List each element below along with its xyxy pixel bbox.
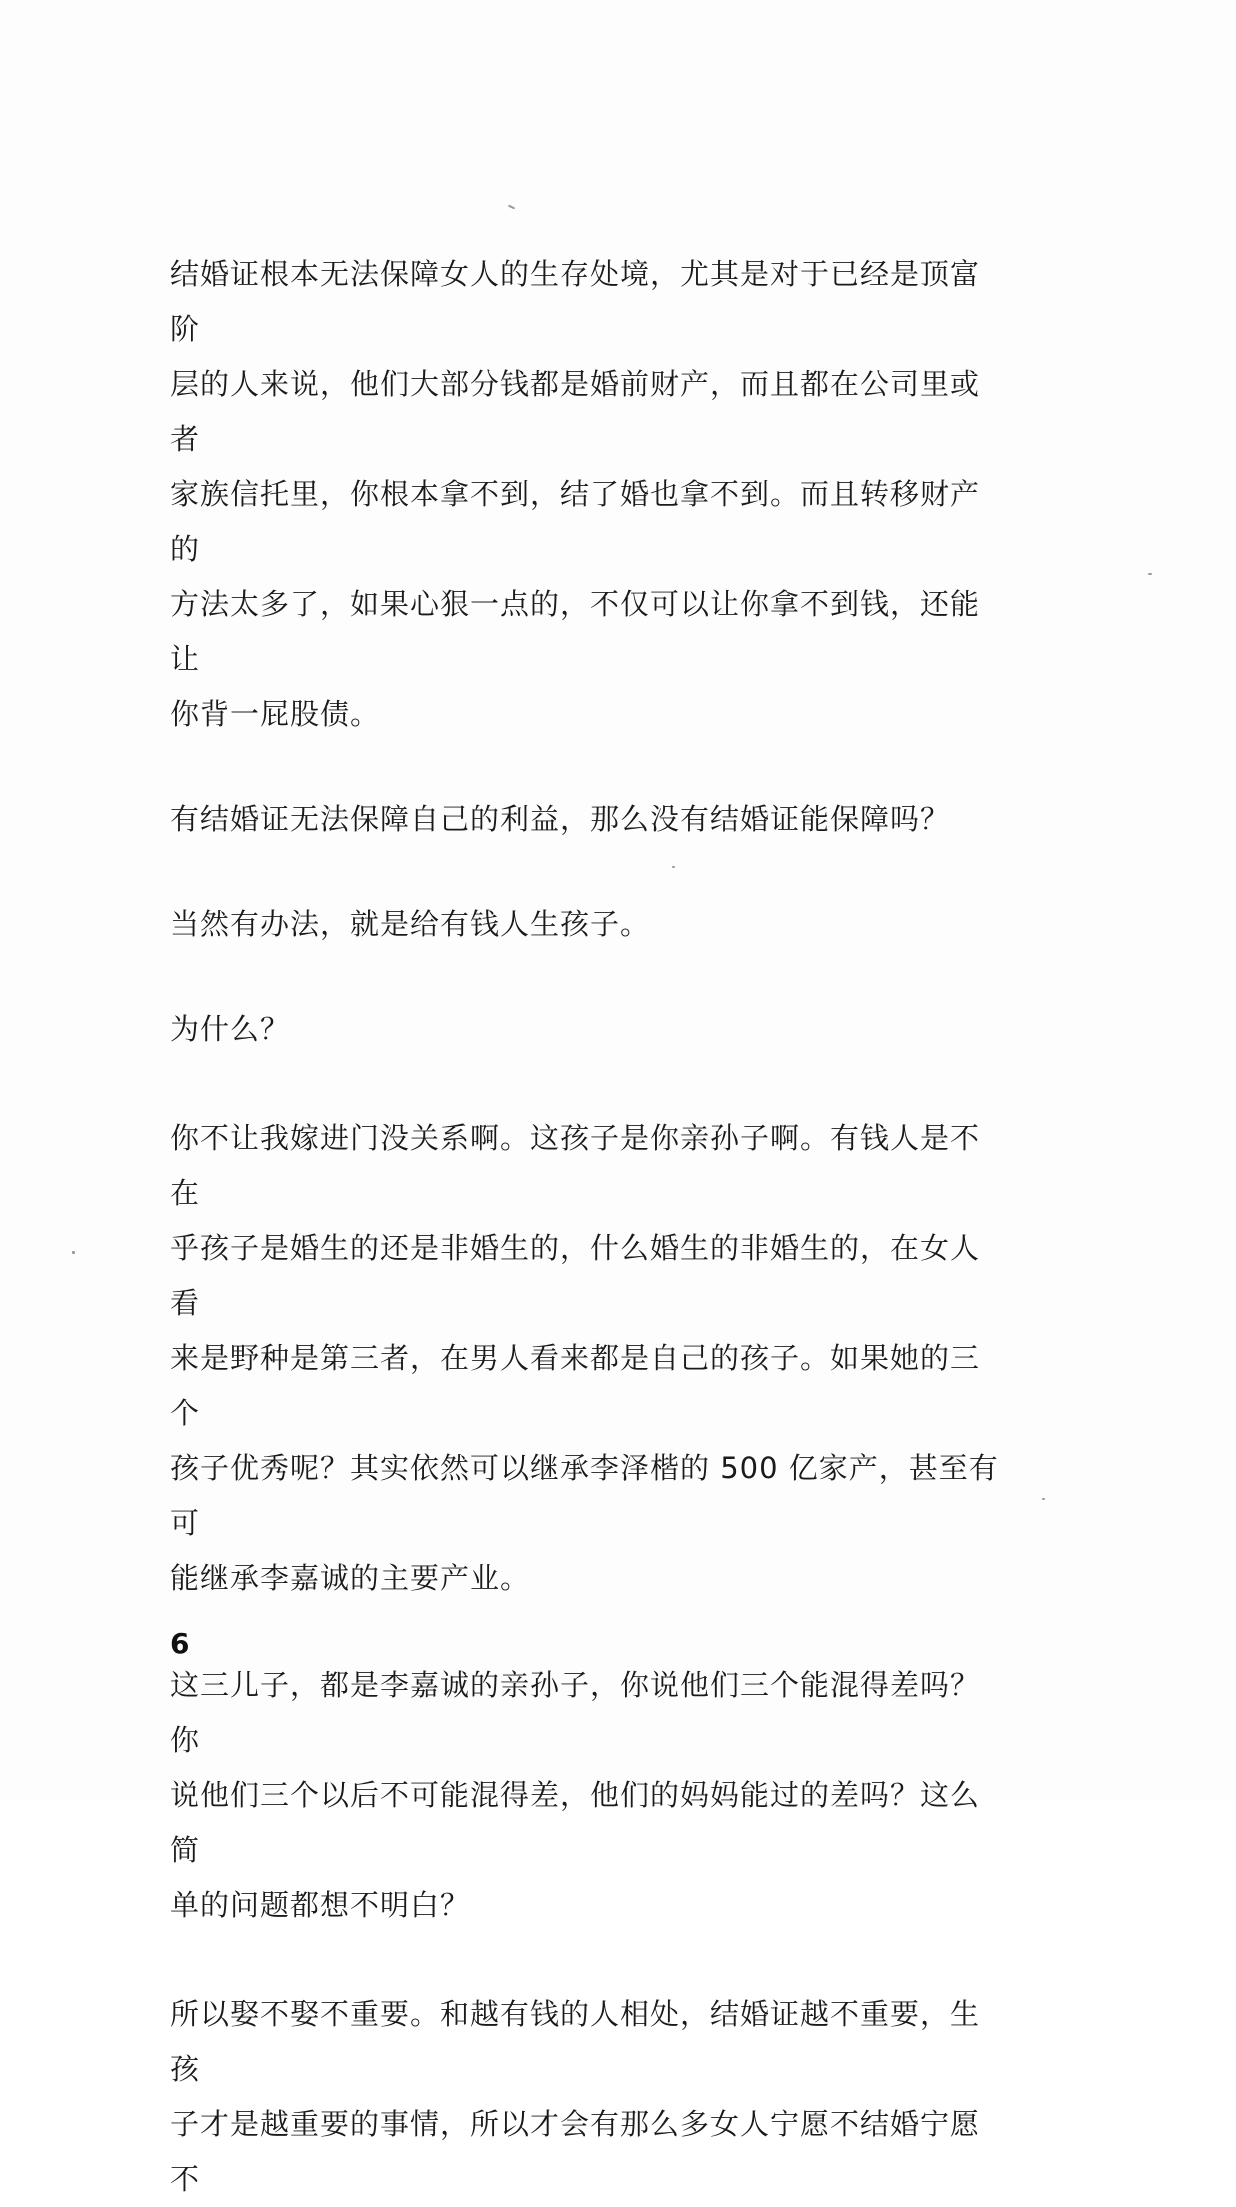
paragraph-1: 结婚证根本无法保障女人的生存处境，尤其是对于已经是顶富阶 层的人来说，他们大部分钱都是婚前财产，而且都在公司里或者 家族信托里，你根本拿不到，结了婚也拿不到。而且转移财产的 方法太多了，如果心狠一点的，不仅可以让你拿不到钱，还能让 你背一屁股债。 xyxy=(170,257,981,731)
scan-speck xyxy=(508,205,515,210)
page-number: 6 xyxy=(170,1627,190,1660)
body-text xyxy=(170,247,1000,2207)
scan-speck xyxy=(1042,1498,1045,1500)
paragraph-4: 为什么？ xyxy=(170,1012,291,1046)
scan-speck xyxy=(1148,573,1152,575)
paragraph-7: 所以娶不娶不重要。和越有钱的人相处，结婚证越不重要，生孩 子才是越重要的事情，所以才会有那么多女人宁愿不结婚宁愿不 xyxy=(170,1997,981,2196)
paragraph-2: 有结婚证无法保障自己的利益，那么没有结婚证能保障吗？ xyxy=(170,802,951,836)
paragraph-3: 当然有办法，就是给有钱人生孩子。 xyxy=(170,907,651,941)
paragraph-6: 这三儿子，都是李嘉诚的亲孙子，你说他们三个能混得差吗？你 说他们三个以后不可能混得差，他们的妈妈能过的差吗？这么简 单的问题都想不明白？ xyxy=(170,1668,981,1922)
scan-speck xyxy=(72,1251,75,1254)
paragraph-5: 你不让我嫁进门没关系啊。这孩子是你亲孙子啊。有钱人是不在 乎孩子是婚生的还是非婚生的，什么婚生的非婚生的，在女人看 来是野种是第三者，在男人看来都是自己的孩子。如果她的三个 孩子优秀呢？其实依然可以继承李泽楷的 500 亿家产，甚至有可 能继承李嘉诚的主要产业。 xyxy=(170,1121,999,1595)
